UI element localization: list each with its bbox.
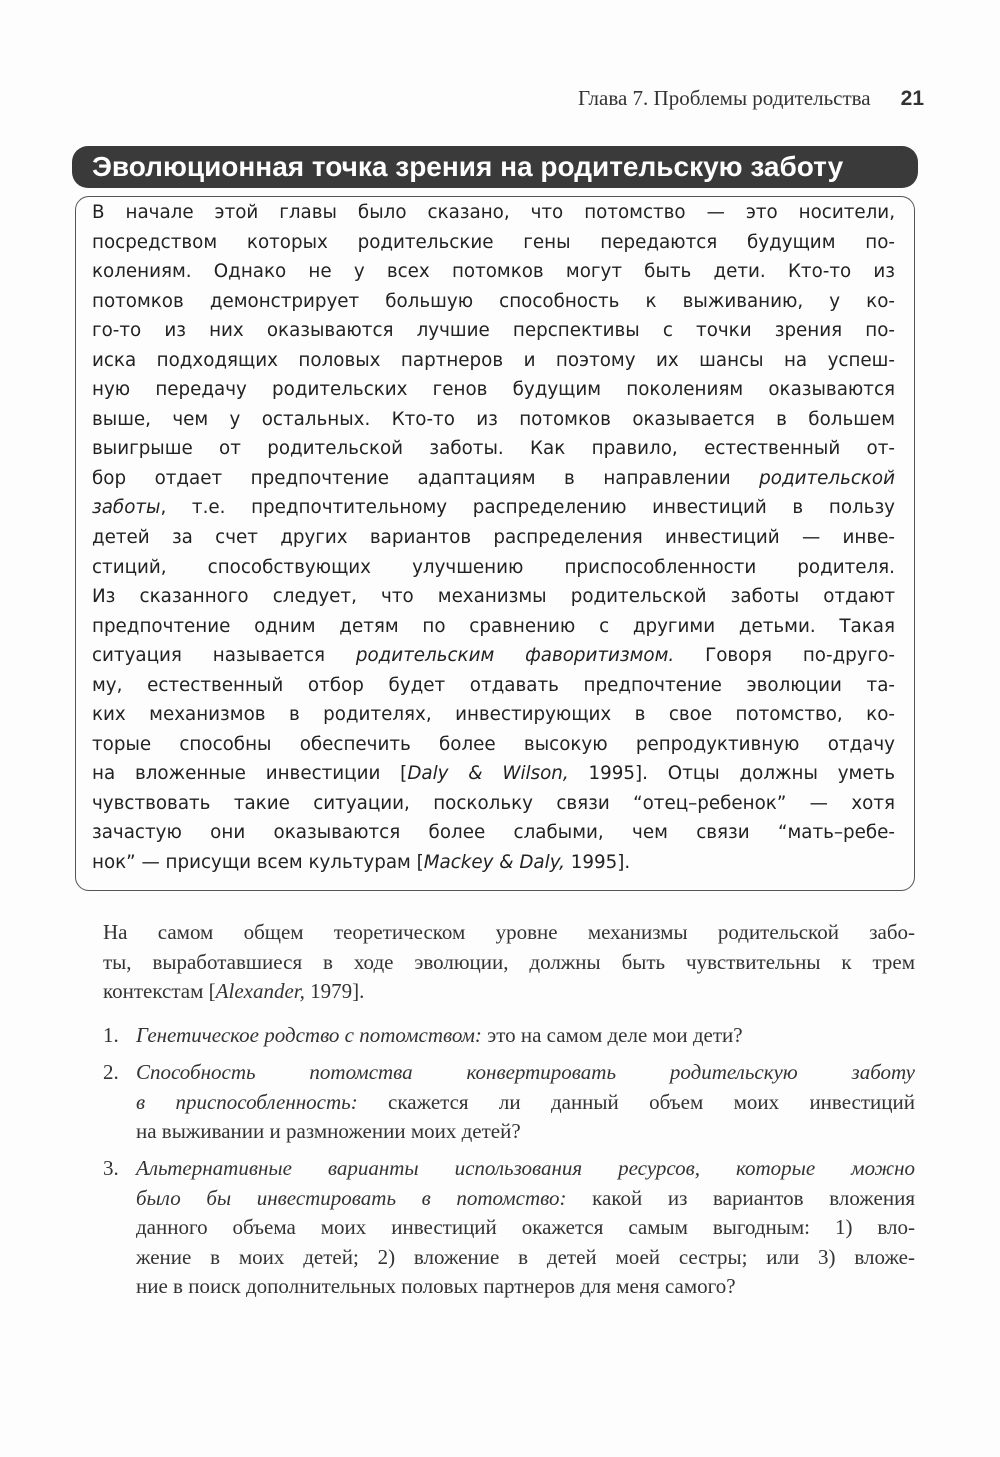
text-span: Говоря по-друго- <box>674 645 895 667</box>
text-span: ты, выработавшиеся в ходе эволюции, должны быть чувствительны к трем <box>103 949 915 974</box>
list-item-text <box>136 1058 915 1147</box>
text-span: му, естественный отбор будет отдавать предпочтение эволюции та- <box>92 674 895 696</box>
text-span: нок” — присущи всем культурам [ <box>92 852 424 874</box>
text-line <box>92 375 895 405</box>
italic-text: родительской <box>759 467 895 489</box>
text-line <box>92 287 895 317</box>
list-number: 2. <box>103 1060 119 1084</box>
italic-text: было бы инвестировать в потомство: <box>136 1185 567 1210</box>
text-line <box>136 1272 915 1302</box>
text-line <box>136 1213 915 1243</box>
text-line <box>92 671 895 701</box>
text-line <box>136 1117 915 1147</box>
italic-text: Daly & Wilson, <box>407 763 569 785</box>
text-span: колениям. Однако не у всех потомков могут быть дети. Кто-то из <box>92 261 895 283</box>
list-number: 3. <box>103 1156 119 1180</box>
text-line <box>92 405 895 435</box>
text-line <box>92 730 895 760</box>
italic-text: Способность потомства конвертировать родительскую заботу <box>136 1060 915 1084</box>
text-line <box>92 553 895 583</box>
section-title: Эволюционная точка зрения на родительскую заботу <box>72 146 918 188</box>
text-span: предпочтение одним детям по сравнению с другими детьми. Такая <box>92 615 895 637</box>
text-line <box>136 1243 915 1273</box>
text-line <box>92 848 895 878</box>
text-span: зачастую они оказываются более слабыми, чем связи “мать–ребе- <box>92 822 895 844</box>
italic-text: родительским фаворитизмом. <box>355 645 675 667</box>
text-span: стиций, способствующих улучшению приспособленности родителя. <box>92 556 895 578</box>
text-line <box>92 316 895 346</box>
text-span: В начале этой главы было сказано, что потомство — это носители, <box>92 202 895 223</box>
text-span: выше, чем у остальных. Кто-то из потомков оказывается в большем <box>92 408 895 430</box>
text-line <box>92 523 895 553</box>
list-item <box>103 1021 915 1051</box>
chapter-title: Глава 7. Проблемы родительства <box>577 86 871 110</box>
text-line <box>103 918 915 948</box>
list-item <box>103 1058 915 1147</box>
text-span: ких механизмов в родителях, инвестирующих в свое потомство, ко- <box>92 704 895 726</box>
text-span: ситуация называется <box>92 645 356 667</box>
text-span: Из сказанного следует, что механизмы родительской заботы отдают <box>92 586 895 608</box>
text-span: контекстам [ <box>103 979 216 1004</box>
page-number: 21 <box>900 87 924 110</box>
text-line <box>92 641 895 671</box>
list-item-text <box>136 1021 915 1051</box>
text-line <box>92 700 895 730</box>
text-span: ние в поиск дополнительных половых партнеров для меня самого? <box>136 1274 736 1299</box>
text-span: на выживании и размножении моих детей? <box>136 1119 521 1144</box>
text-span: иска подходящих половых партнеров и поэтому их шансы на успеш- <box>92 349 895 371</box>
body-paragraph <box>103 918 915 1007</box>
text-line <box>136 1184 915 1214</box>
text-span: чувствовать такие ситуации, поскольку связи “отец–ребенок” — хотя <box>92 792 895 814</box>
italic-text: в приспособленность: <box>136 1089 358 1114</box>
italic-text: заботы <box>92 497 161 519</box>
text-line <box>136 1021 915 1051</box>
text-line <box>92 346 895 376</box>
text-line <box>92 582 895 612</box>
text-span: 1979]. <box>304 979 365 1004</box>
text-span: ную передачу родительских генов будущим поколениям оказываются <box>92 379 895 401</box>
text-line <box>103 977 915 1007</box>
list-item <box>103 1154 915 1302</box>
list-number: 1. <box>103 1023 119 1047</box>
text-span: какой из вариантов вложения <box>566 1185 915 1210</box>
text-line <box>92 198 895 228</box>
text-span: 1995]. Отцы должны уметь <box>568 763 895 785</box>
sidebar-box-text <box>92 198 895 878</box>
text-line <box>136 1154 915 1184</box>
running-header <box>578 86 924 111</box>
text-span: детей за счет других вариантов распределения инвестиций — инве- <box>92 527 895 549</box>
text-span: на вложенные инвестиции [ <box>92 763 408 785</box>
text-span: посредством которых родительские гены передаются будущим по- <box>92 231 895 253</box>
text-span: данного объема моих инвестиций окажется самым выгодным: 1) вло- <box>136 1215 915 1240</box>
text-line <box>136 1088 915 1118</box>
text-span: 1995]. <box>564 852 631 874</box>
text-line <box>92 464 895 494</box>
text-line <box>92 257 895 287</box>
text-line <box>92 818 895 848</box>
text-span: го-то из них оказываются лучшие перспективы с точки зрения по- <box>92 320 895 342</box>
italic-text: Alexander, <box>215 979 305 1004</box>
text-line <box>92 759 895 789</box>
text-span: торые способны обеспечить более высокую репродуктивную отдачу <box>92 733 895 755</box>
italic-text: Mackey & Daly, <box>423 852 565 874</box>
text-line <box>92 434 895 464</box>
text-span: скажется ли данный объем моих инвестиций <box>357 1089 916 1114</box>
text-span: бор отдает предпочтение адаптациям в направлении <box>92 467 760 489</box>
text-span: На самом общем теоретическом уровне механизмы родительской забо- <box>103 920 915 944</box>
italic-text: Альтернативные варианты использования ресурсов, которые можно <box>136 1156 915 1180</box>
text-line <box>92 612 895 642</box>
text-line <box>92 228 895 258</box>
text-span: это на самом деле мои дети? <box>481 1023 743 1047</box>
italic-text: Генетическое родство с потомством: <box>136 1023 482 1047</box>
text-line <box>103 948 915 978</box>
text-line <box>92 493 895 523</box>
text-span: выигрыше от родительской заботы. Как правило, естественный от- <box>92 438 895 460</box>
list-item-text <box>136 1154 915 1302</box>
text-span: жение в моих детей; 2) вложение в детей моей сестры; или 3) вложе- <box>136 1244 915 1269</box>
text-span: , т.е. предпочтительному распределению инвестиций в пользу <box>160 497 895 519</box>
text-line <box>92 789 895 819</box>
text-line <box>136 1058 915 1088</box>
text-span: потомков демонстрирует большую способность к выживанию, у ко- <box>92 290 895 312</box>
